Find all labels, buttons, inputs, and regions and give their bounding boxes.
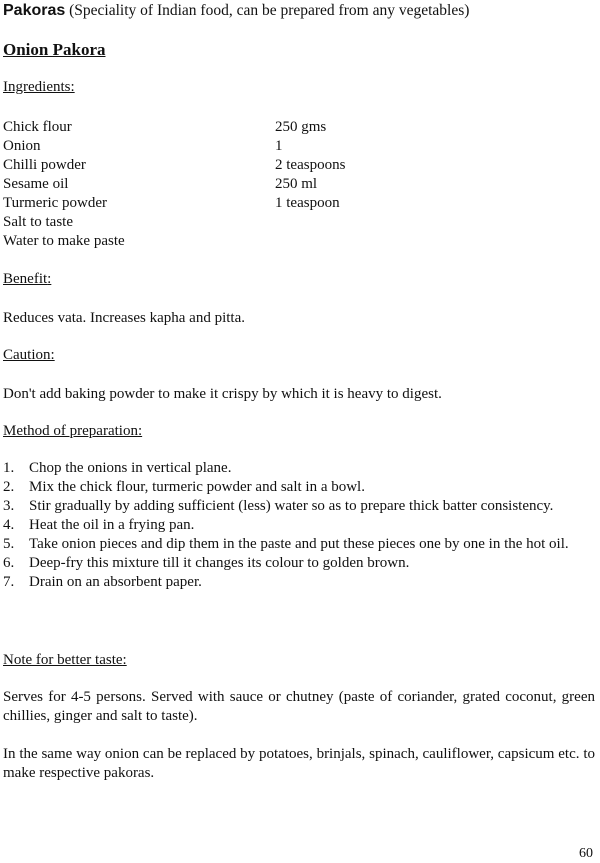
ingredient-row <box>3 232 563 251</box>
heading-subtitle: (Speciality of Indian food, can be prepared from any vegetables) <box>69 2 470 19</box>
note-heading: Note for better taste: <box>3 652 127 668</box>
ingredients-label: Ingredients <box>3 79 71 95</box>
ingredient-row <box>3 118 563 137</box>
step-number: 7. <box>3 574 15 590</box>
step-number: 6. <box>3 555 15 571</box>
note-label: Note for better taste <box>3 652 123 668</box>
ingredient-qty: 250 ml <box>275 176 318 192</box>
method-step <box>3 535 596 554</box>
recipe-title: Onion Pakora <box>3 40 106 59</box>
step-text: Chop the onions in vertical plane. <box>29 460 232 476</box>
ingredient-name: Sesame oil <box>3 176 69 192</box>
ingredient-qty: 250 gms <box>275 119 327 135</box>
step-number: 3. <box>3 498 15 514</box>
step-number: 1. <box>3 460 15 476</box>
method-step <box>3 497 596 516</box>
benefit-text: Reduces vata. Increases kapha and pitta. <box>3 310 245 326</box>
page-heading <box>3 2 469 20</box>
ingredient-qty <box>275 213 563 232</box>
benefit-heading: Benefit: <box>3 271 52 287</box>
note-paragraph-1: Serves for 4-5 persons. Served with sauce or chutney (paste of coriander, grated coconut, green chillies, ginger and salt to taste). <box>3 689 595 724</box>
ingredient-name: Turmeric powder <box>3 195 108 211</box>
ingredient-row <box>3 194 563 213</box>
ingredient-row <box>3 156 563 175</box>
ingredient-name: Chick flour <box>3 119 72 135</box>
note-paragraph-2: In the same way onion can be replaced by potatoes, brinjals, spinach, cauliflower, capsicum etc. to make respective pakoras. <box>3 746 595 781</box>
step-text: Heat the oil in a frying pan. <box>29 517 195 533</box>
ingredients-heading: Ingredients: <box>3 79 75 95</box>
page-number: 60 <box>579 846 593 861</box>
method-step <box>3 573 596 592</box>
step-text: Mix the chick flour, turmeric powder and salt in a bowl. <box>29 479 365 495</box>
caution-heading: Caution: <box>3 347 55 363</box>
ingredient-row <box>3 137 563 156</box>
step-number: 5. <box>3 536 15 552</box>
ingredient-name: Salt to taste <box>3 214 73 230</box>
method-label: Method of preparation <box>3 423 138 439</box>
method-step <box>3 516 596 535</box>
ingredient-name: Water to make paste <box>3 233 125 249</box>
method-step <box>3 554 596 573</box>
caution-text: Don't add baking powder to make it crispy by which it is heavy to digest. <box>3 386 442 402</box>
method-step <box>3 478 596 497</box>
method-heading: Method of preparation: <box>3 423 143 439</box>
ingredient-row <box>3 213 563 232</box>
method-steps <box>3 459 596 592</box>
ingredients-table <box>3 118 563 251</box>
ingredient-name: Onion <box>3 138 41 154</box>
benefit-label: Benefit <box>3 271 48 287</box>
heading-title: Pakoras <box>3 2 66 19</box>
step-text: Drain on an absorbent paper. <box>29 574 202 590</box>
ingredient-qty: 1 teaspoon <box>275 195 340 211</box>
step-number: 4. <box>3 517 15 533</box>
step-text: Stir gradually by adding sufficient (less) water so as to prepare thick batter consistency. <box>29 498 554 514</box>
ingredient-qty: 1 <box>275 138 283 154</box>
step-number: 2. <box>3 479 15 495</box>
ingredient-row <box>3 175 563 194</box>
ingredient-name: Chilli powder <box>3 157 86 173</box>
step-text: Take onion pieces and dip them in the paste and put these pieces one by one in the hot oil. <box>29 536 569 552</box>
ingredient-qty: 2 teaspoons <box>275 157 346 173</box>
method-step <box>3 459 596 478</box>
caution-label: Caution <box>3 347 51 363</box>
step-text: Deep-fry this mixture till it changes its colour to golden brown. <box>29 555 410 571</box>
ingredient-qty <box>275 232 563 251</box>
